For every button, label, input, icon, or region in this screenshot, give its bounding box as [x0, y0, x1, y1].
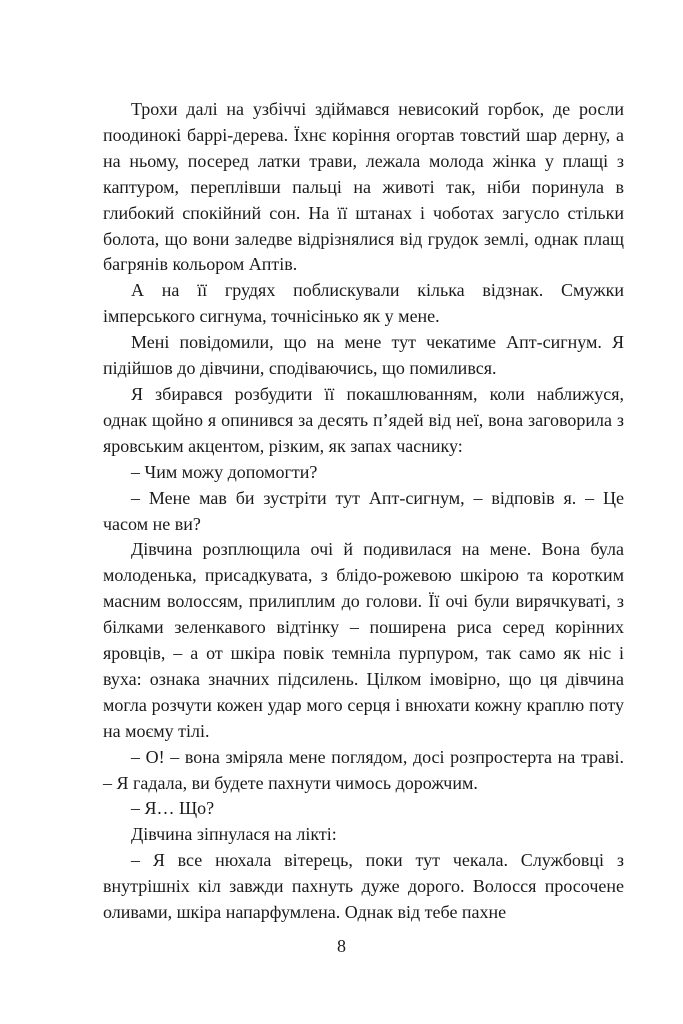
- paragraph: Дівчина розплющила очі й подивилася на мене. Вона була молоденька, присадкувата, з блідо-рожевою шкірою та коротким масним волоссям, прилиплим до голови. Її очі були вирячкуваті, з білками зеленкавого відтінку – поширена риса серед корінних яровців, – а от шкіра повік темніла пурпуром, так само як ніс і вуха: ознака значних підсилень. Цілком імовірно, що ця дівчина могла розчути кожен удар мого серця і внюхати кожну краплю поту на моєму тілі.: [103, 539, 624, 741]
- paragraph: Мені повідомили, що на мене тут чекатиме Апт-сигнум. Я підійшов до дівчини, сподіваючись, що помилився.: [103, 332, 624, 379]
- dialogue-line: – Мене мав би зустріти тут Апт-сигнум, – відповів я. – Це часом не ви?: [103, 487, 624, 534]
- paragraph: Я збирався розбудити її покашлюванням, коли наближуся, однак щойно я опинився за десять п’ядей від неї, вона заговорила з яровським акцентом, різким, як запах часнику:: [103, 383, 624, 456]
- paragraph: Трохи далі на узбіччі здіймався невисокий горбок, де росли поодинокі баррі-дерева. Їхнє коріння огортав товстий шар дерну, а на ньому, посеред латки трави, лежала молода жінка у плащі з каптуром, переплівши пальці на животі так, ніби поринула в глибокий спокійний сон. На її штанах і чоботах загусло стільки болота, що вони заледве відрізнялися від грудок землі, однак плащ багрянів кольором Аптів.: [103, 99, 624, 275]
- dialogue-line: – Я… Що?: [131, 798, 215, 819]
- dialogue-line: – О! – вона зміряла мене поглядом, досі розпростерта на траві. – Я гадала, ви будете пахнути чимось дорожчим.: [103, 746, 624, 793]
- page-number: 8: [337, 936, 346, 956]
- paragraph: Дівчина зіпнулася на лікті:: [131, 824, 337, 845]
- body-text: [103, 97, 624, 926]
- dialogue-line: – Чим можу допомогти?: [131, 461, 318, 482]
- paragraph: А на її грудях поблискували кілька відзнак. Смужки імперського сигнума, точнісінько як у мене.: [103, 280, 624, 327]
- dialogue-line: – Я все нюхала вітерець, поки тут чекала. Службовці з внутрішніх кіл завжди пахнуть дуже дорого. Волосся просочене оливами, шкіра напарфумлена. Однак від тебе пахне: [103, 850, 624, 923]
